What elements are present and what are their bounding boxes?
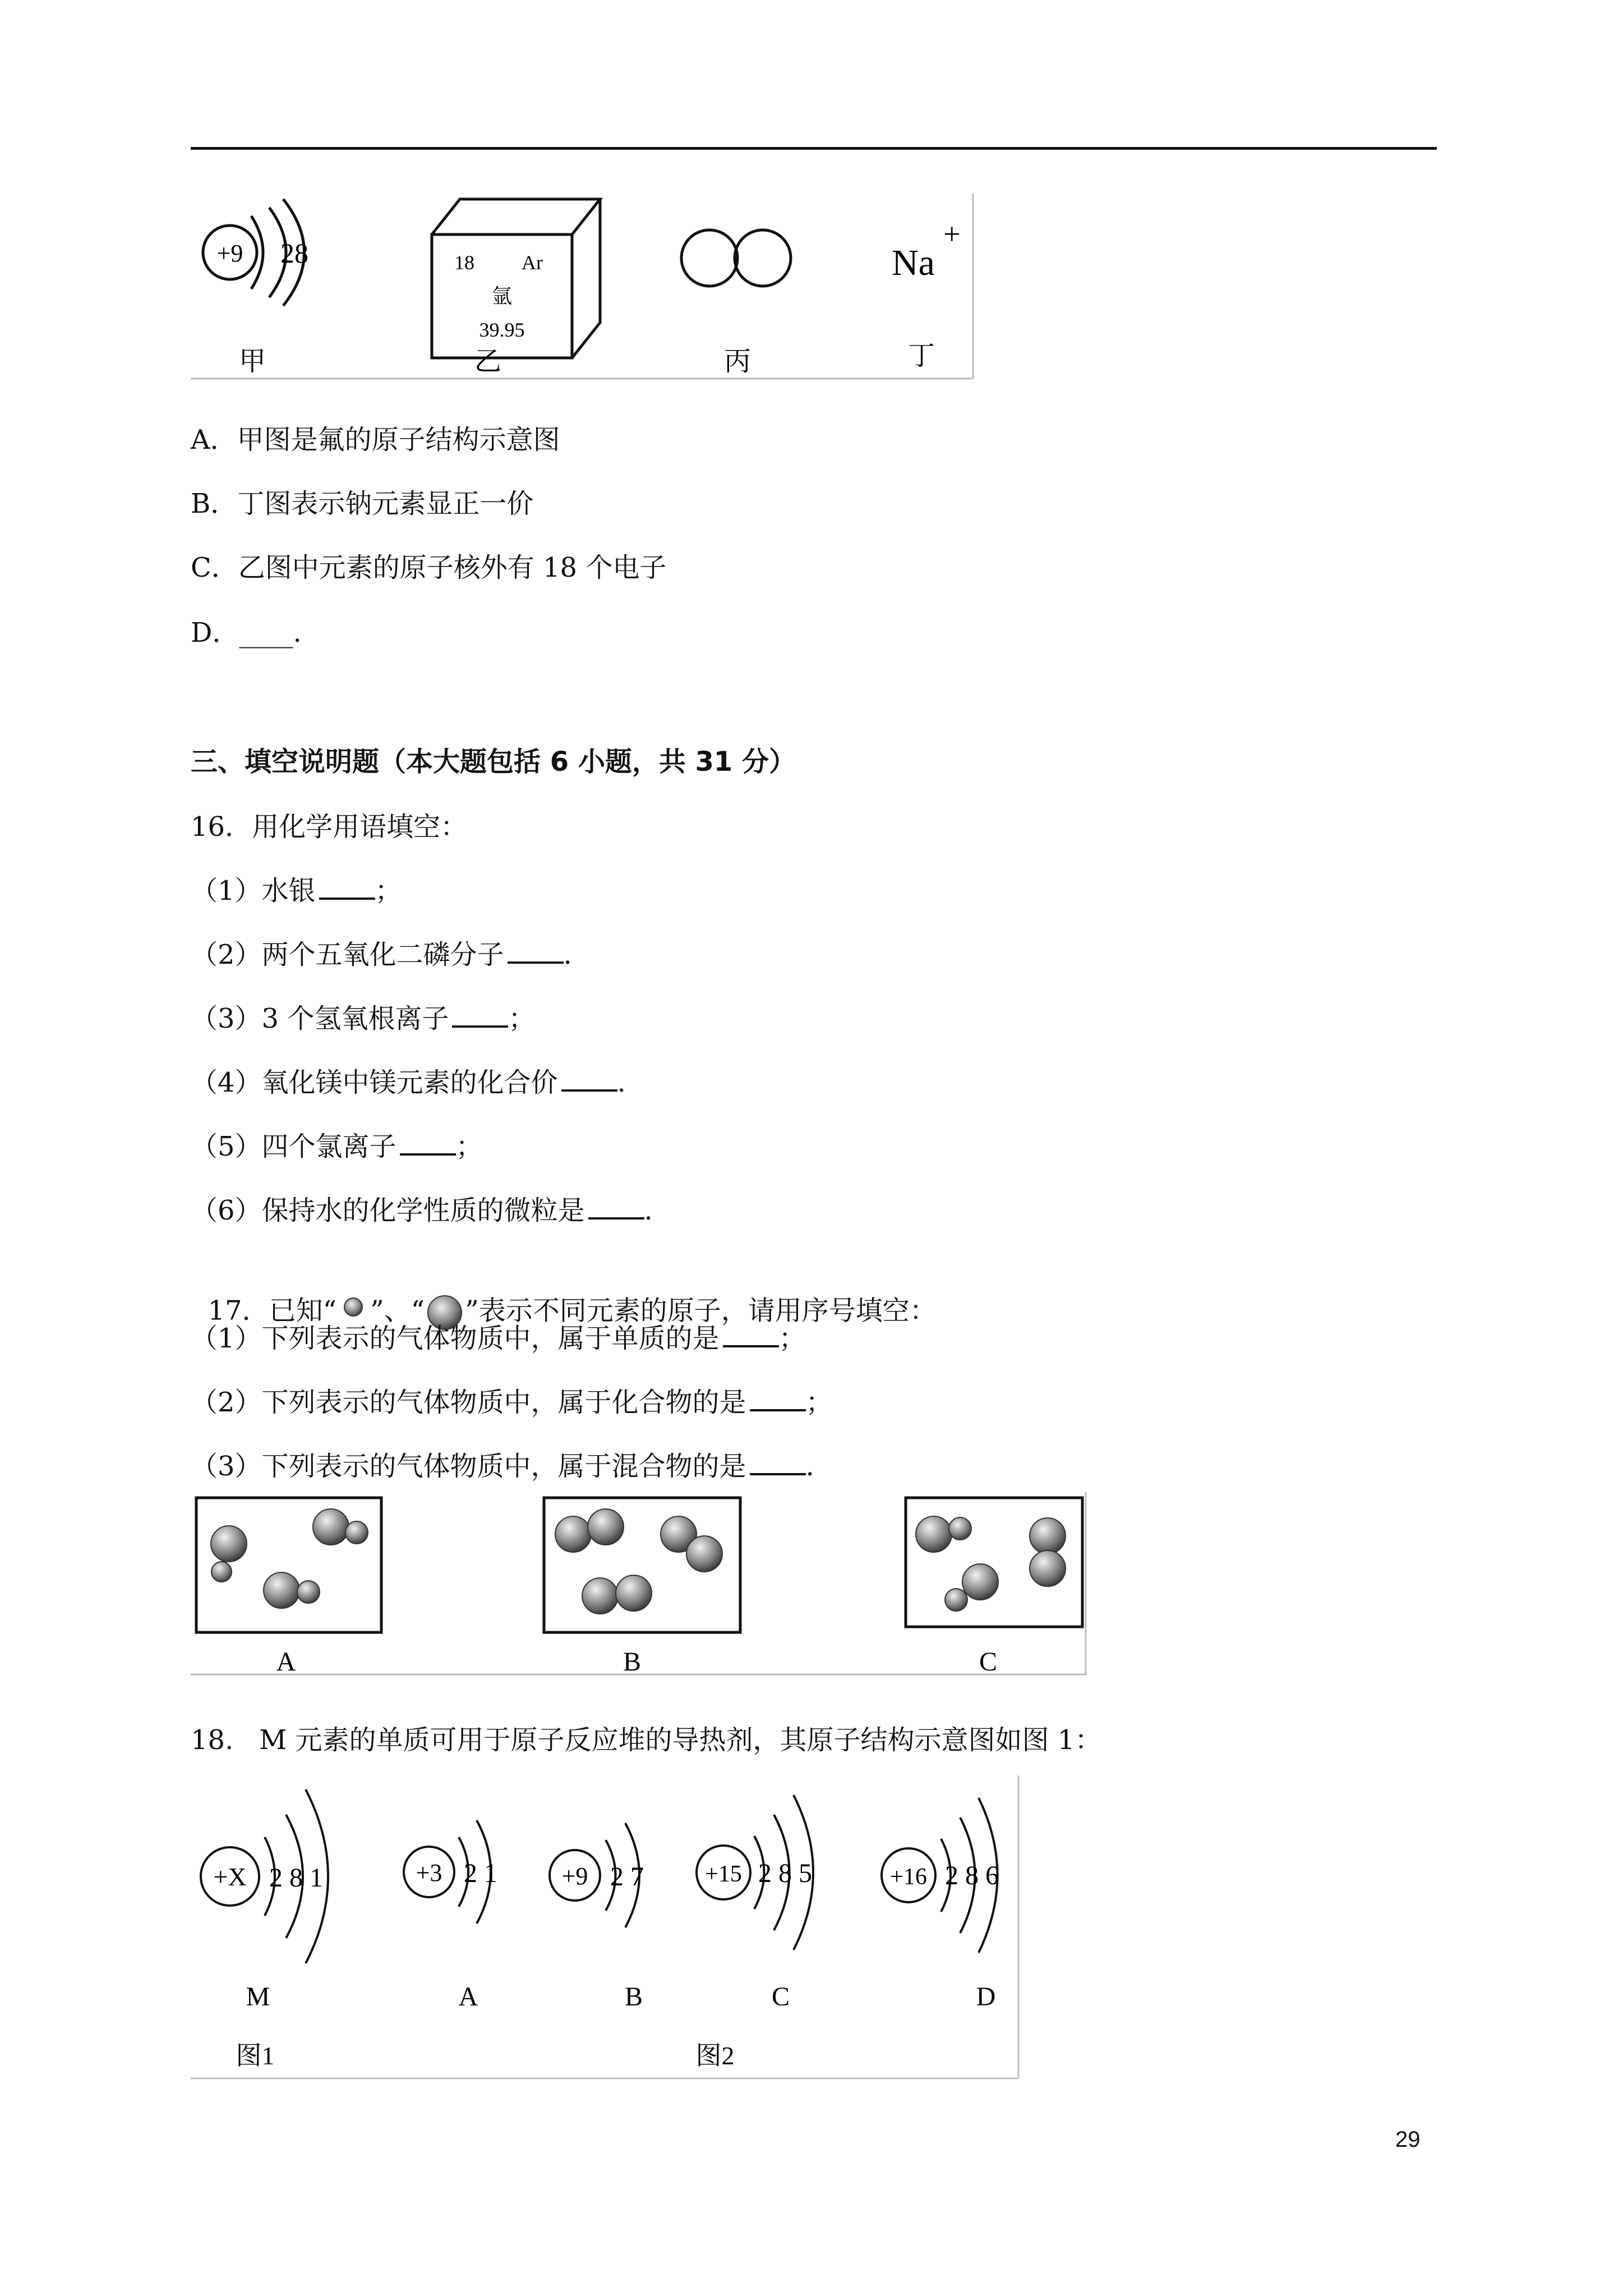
q16-item-1: （1）水银 ；: [191, 875, 402, 907]
label-yi: 乙: [474, 347, 502, 376]
answer-blank[interactable]: [319, 875, 375, 900]
answer-blank[interactable]: [588, 1195, 644, 1220]
svg-text:2 8 6: 2 8 6: [945, 1861, 999, 1890]
svg-text:C: C: [771, 1982, 790, 2012]
option-d: D．____.: [191, 617, 302, 648]
q16-item-4: （4）氧化镁中镁元素的化合价 .: [191, 1067, 626, 1098]
svg-text:+16: +16: [890, 1864, 927, 1890]
atom-diagram-c: [697, 1795, 813, 2012]
header-rule: [191, 147, 1437, 150]
q16-stem: 16．用化学用语填空：: [191, 811, 468, 843]
answer-blank[interactable]: [452, 1003, 508, 1028]
yi-number: 18: [454, 251, 474, 274]
figure-jia-yi-bing-ding: [191, 191, 976, 381]
box-a-label: A: [276, 1647, 296, 1677]
q16-item-6: （6）保持水的化学性质的微粒是 .: [191, 1195, 653, 1226]
svg-text:D: D: [976, 1982, 996, 2012]
svg-text:+3: +3: [416, 1859, 442, 1887]
answer-blank[interactable]: [750, 1451, 806, 1475]
q17-item-2: （2）下列表示的气体物质中，属于化合物的是 ；: [191, 1387, 833, 1418]
atom-diagram-b: [550, 1823, 644, 2012]
answer-blank[interactable]: [561, 1067, 617, 1092]
q16-item-3: （3）3 个氢氧根离子 ；: [191, 1003, 536, 1034]
svg-text:+X: +X: [213, 1862, 247, 1891]
element-cube-yi: [432, 199, 600, 358]
box-c: [906, 1498, 1082, 1627]
label-jia: 甲: [238, 347, 266, 376]
page-number: 29: [1395, 2127, 1421, 2152]
molecule-bing: [681, 230, 791, 286]
svg-text:B: B: [624, 1982, 643, 2012]
svg-text:A: A: [458, 1982, 478, 2012]
q16-item-2: （2）两个五氧化二磷分子 .: [191, 939, 572, 970]
q18-stem: 18. M 元素的单质可用于原子反应堆的导热剂，其原子结构示意图如图 1：: [191, 1724, 1102, 1756]
box-b-label: B: [623, 1647, 642, 1677]
jia-nucleus: +9: [216, 240, 243, 267]
label-ding: 丁: [907, 341, 935, 371]
ion-ding: [892, 217, 960, 283]
q17-stem: 17．已知“ ”、“ ”表示不同元素的原子，请用序号填空：: [191, 1257, 937, 1333]
svg-text:2 7: 2 7: [610, 1862, 644, 1892]
box-b: [544, 1498, 740, 1632]
q16-item-5: （5）四个氯离子 ；: [191, 1131, 483, 1162]
svg-text:2 8 5: 2 8 5: [758, 1858, 812, 1888]
svg-text:2 1: 2 1: [464, 1858, 497, 1888]
box-a: [196, 1498, 381, 1632]
yi-mass: 39.95: [479, 319, 525, 341]
ding-symbol: Na: [892, 242, 935, 283]
option-a: A．甲图是氟的原子结构示意图: [191, 424, 560, 455]
box-c-label: C: [979, 1647, 998, 1677]
option-b: B．丁图表示钠元素显正一价: [191, 488, 534, 519]
option-c: C．乙图中元素的原子核外有 18 个电子: [191, 552, 667, 583]
atom-diagram-jia: [203, 199, 308, 306]
svg-text:+9: +9: [561, 1862, 588, 1890]
ding-charge: +: [943, 217, 961, 251]
fig2-label: 图2: [695, 2041, 735, 2070]
figure-atomic-structures: [191, 1775, 1021, 2090]
svg-text:2 8 1: 2 8 1: [269, 1863, 323, 1893]
jia-electrons: 28: [280, 237, 308, 269]
fig1-label: 图1: [236, 2041, 275, 2070]
yi-symbol: Ar: [522, 251, 543, 274]
atom-diagram-d: [882, 1798, 999, 2012]
answer-blank[interactable]: [750, 1387, 806, 1411]
section-heading: 三、填空说明题（本大题包括 6 小题，共 31 分）: [191, 746, 796, 777]
yi-name: 氩: [491, 285, 513, 307]
answer-blank[interactable]: [508, 939, 564, 964]
q17-item-3: （3）下列表示的气体物质中，属于混合物的是 .: [191, 1451, 814, 1482]
label-bing: 丙: [723, 347, 751, 376]
atom-diagram-a: [404, 1820, 497, 2012]
svg-text:+15: +15: [705, 1861, 742, 1887]
svg-text:M: M: [246, 1982, 270, 2012]
atom-diagram-m: [201, 1789, 328, 2012]
answer-blank[interactable]: [723, 1323, 779, 1347]
figure-gas-boxes: [191, 1492, 1088, 1677]
q17-item-1: （1）下列表示的气体物质中，属于单质的是 ；: [191, 1323, 806, 1354]
answer-blank[interactable]: [400, 1131, 456, 1156]
